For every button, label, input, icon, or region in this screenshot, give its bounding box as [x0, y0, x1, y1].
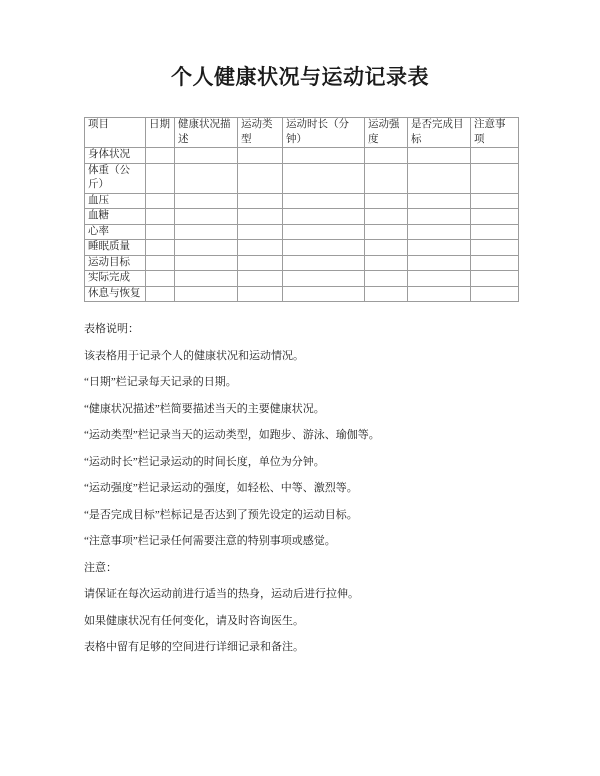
column-header-exercise-type: 运动类型	[238, 118, 283, 148]
caution-line-space-for-records: 表格中留有足够的空间进行详细记录和备注。	[84, 641, 304, 653]
row-label: 实际完成	[85, 271, 146, 287]
column-header-exercise-duration: 运动时长（分钟）	[283, 118, 365, 148]
table-row	[85, 255, 519, 271]
cell-notes[interactable]	[471, 209, 519, 225]
cell-notes[interactable]	[471, 271, 519, 287]
row-label: 运动目标	[85, 255, 146, 271]
row-label: 休息与恢复	[85, 286, 146, 302]
caution-heading: 注意：	[84, 561, 117, 574]
cell-health-description[interactable]	[175, 163, 238, 193]
caution-line-consult-doctor: 如果健康状况有任何变化，请及时咨询医生。	[84, 614, 304, 627]
cell-date[interactable]	[146, 193, 175, 209]
cell-exercise-type[interactable]	[238, 224, 283, 240]
cell-goal-completed[interactable]	[408, 209, 471, 225]
page-title: 个人健康状况与运动记录表	[171, 65, 429, 89]
table-row	[85, 271, 519, 287]
cell-health-description[interactable]	[175, 224, 238, 240]
row-label: 睡眠质量	[85, 240, 146, 256]
note-line-exercise-duration-column: “运动时长”栏记录运动的时间长度，单位为分钟。	[84, 455, 325, 468]
cell-notes[interactable]	[471, 255, 519, 271]
cell-notes[interactable]	[471, 224, 519, 240]
column-header-notes: 注意事项	[471, 118, 519, 148]
cell-health-description[interactable]	[175, 286, 238, 302]
cell-goal-completed[interactable]	[408, 271, 471, 287]
cell-exercise-duration[interactable]	[283, 240, 365, 256]
cell-exercise-type[interactable]	[238, 271, 283, 287]
table-row	[85, 209, 519, 225]
row-label: 体重（公斤）	[85, 163, 146, 193]
cell-date[interactable]	[146, 240, 175, 256]
cell-date[interactable]	[146, 286, 175, 302]
cell-exercise-duration[interactable]	[283, 224, 365, 240]
cell-exercise-intensity[interactable]	[365, 271, 408, 287]
cell-goal-completed[interactable]	[408, 286, 471, 302]
table-row	[85, 163, 519, 193]
cell-exercise-type[interactable]	[238, 193, 283, 209]
cell-exercise-intensity[interactable]	[365, 163, 408, 193]
row-label: 血糖	[85, 209, 146, 225]
cell-exercise-intensity[interactable]	[365, 255, 408, 271]
cell-date[interactable]	[146, 148, 175, 164]
cell-goal-completed[interactable]	[408, 163, 471, 193]
cell-exercise-intensity[interactable]	[365, 193, 408, 209]
cell-goal-completed[interactable]	[408, 224, 471, 240]
cell-exercise-type[interactable]	[238, 255, 283, 271]
cell-exercise-type[interactable]	[238, 240, 283, 256]
note-line-goal-completed-column: “是否完成目标”栏标记是否达到了预先设定的运动目标。	[84, 508, 358, 521]
table-header-row	[85, 118, 519, 148]
cell-exercise-type[interactable]	[238, 148, 283, 164]
row-label: 心率	[85, 224, 146, 240]
cell-exercise-duration[interactable]	[283, 209, 365, 225]
cell-exercise-duration[interactable]	[283, 163, 365, 193]
table-row	[85, 286, 519, 302]
cell-date[interactable]	[146, 271, 175, 287]
notes-section	[84, 322, 524, 667]
notes-heading: 表格说明：	[84, 323, 139, 335]
note-line-exercise-intensity-column: “运动强度”栏记录运动的强度，如轻松、中等、激烈等。	[84, 482, 358, 494]
cell-goal-completed[interactable]	[408, 148, 471, 164]
cell-date[interactable]	[146, 209, 175, 225]
cell-goal-completed[interactable]	[408, 240, 471, 256]
cell-health-description[interactable]	[175, 193, 238, 209]
cell-date[interactable]	[146, 224, 175, 240]
cell-health-description[interactable]	[175, 209, 238, 225]
cell-health-description[interactable]	[175, 271, 238, 287]
row-label: 血压	[85, 193, 146, 209]
cell-goal-completed[interactable]	[408, 193, 471, 209]
cell-date[interactable]	[146, 255, 175, 271]
cell-exercise-duration[interactable]	[283, 193, 365, 209]
column-header-goal-completed: 是否完成目标	[408, 118, 471, 148]
table-row	[85, 148, 519, 164]
cell-exercise-duration[interactable]	[283, 148, 365, 164]
cell-exercise-intensity[interactable]	[365, 209, 408, 225]
column-header-date: 日期	[146, 118, 175, 148]
note-line-date-column: “日期”栏记录每天记录的日期。	[84, 376, 237, 388]
cell-exercise-intensity[interactable]	[365, 224, 408, 240]
caution-line-warmup: 请保证在每次运动前进行适当的热身，运动后进行拉伸。	[84, 588, 359, 600]
table-row	[85, 193, 519, 209]
note-line-exercise-type-column: “运动类型”栏记录当天的运动类型，如跑步、游泳、瑜伽等。	[84, 429, 380, 441]
table-row	[85, 224, 519, 240]
column-header-exercise-intensity: 运动强度	[365, 118, 408, 148]
cell-goal-completed[interactable]	[408, 255, 471, 271]
column-header-item: 项目	[85, 118, 146, 148]
row-label: 身体状况	[85, 148, 146, 164]
cell-exercise-type[interactable]	[238, 286, 283, 302]
cell-exercise-intensity[interactable]	[365, 148, 408, 164]
health-exercise-record-table	[84, 117, 519, 302]
cell-exercise-intensity[interactable]	[365, 240, 408, 256]
cell-exercise-intensity[interactable]	[365, 286, 408, 302]
cell-notes[interactable]	[471, 286, 519, 302]
cell-notes[interactable]	[471, 193, 519, 209]
table-body	[85, 118, 519, 302]
cell-exercise-type[interactable]	[238, 163, 283, 193]
cell-exercise-duration[interactable]	[283, 286, 365, 302]
cell-exercise-type[interactable]	[238, 209, 283, 225]
cell-notes[interactable]	[471, 163, 519, 193]
cell-date[interactable]	[146, 163, 175, 193]
note-line-purpose: 该表格用于记录个人的健康状况和运动情况。	[84, 349, 304, 362]
cell-exercise-duration[interactable]	[283, 255, 365, 271]
note-line-notes-column: “注意事项”栏记录任何需要注意的特别事项或感觉。	[84, 535, 336, 547]
cell-health-description[interactable]	[175, 240, 238, 256]
table-row	[85, 240, 519, 256]
cell-notes[interactable]	[471, 240, 519, 256]
cell-health-description[interactable]	[175, 255, 238, 271]
note-line-health-description-column: “健康状况描述”栏简要描述当天的主要健康状况。	[84, 402, 325, 415]
cell-health-description[interactable]	[175, 148, 238, 164]
cell-exercise-duration[interactable]	[283, 271, 365, 287]
column-header-health-description: 健康状况描述	[175, 118, 238, 148]
cell-notes[interactable]	[471, 148, 519, 164]
